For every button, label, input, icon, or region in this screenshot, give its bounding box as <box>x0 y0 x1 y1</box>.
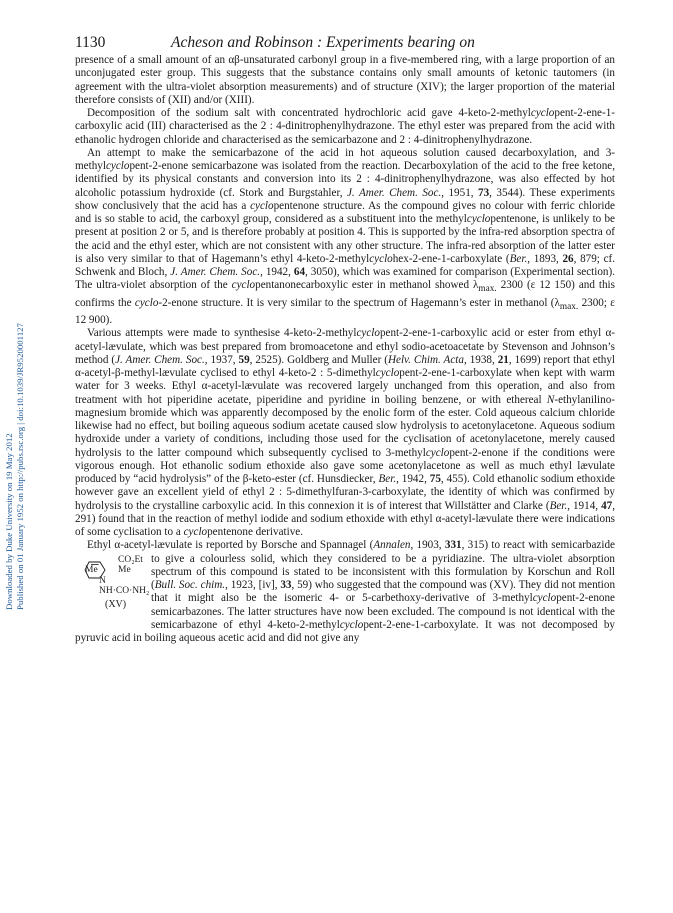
journal-page <box>75 34 615 645</box>
page-number: 1130 <box>75 34 106 51</box>
methyl-label-left: Me <box>85 564 98 575</box>
paragraph: An attempt to make the semicarbazone of the acid in hot aqueous solution caused decarboxylation, and 3-methylcyclopent-2-enone semicarbazone was isolated from the reaction. Decarboxylation of the acid to the free ketone, identified by its physical constants and conversion into its 2 : 4-dinitrophenylhydrazone, was also effected by hot alcoholic potassium hydroxide (cf. Stork and Burgstahler, J. Amer. Chem. Soc., 1951, 73, 3544). These experiments show conclusively that the acid has a cyclopentenone structure. As the compound gives no colour with ferric chloride and is so stable to acid, the carboxyl group, considered as a substituent into the methylcyclopentenone, is unlikely to be present at position 2 or 5, and is therefore probably at position 4. This is supported by the infra-red absorption spectra of the acid and the ethyl ester, which are not consistent with any other structure. The infra-red absorption of the latter ester is also very similar to that of Hagemann’s ethyl 4-keto-2-methylcyclohex-2-ene-1-carboxylate (Ber., 1893, 26, 879; cf. Schwenk and Bloch, J. Amer. Chem. Soc., 1942, 64, 3050), which was examined for comparison (Experimental section). The ultra-violet absorption of the cyclopentanonecarboxylic ester in methanol showed $\lambda_{max.}$ 2300 (ε 12 150) and this confirms the cyclo-2-enone structure. It is very similar to the spectrum of Hagemann’s ester in methanol ($\lambda_{max.}$ 2300; ε 12 900). <box>75 146 616 327</box>
semicarbazide-label: NH·CO·NH₂ <box>99 585 150 596</box>
publication-notice: Published on 01 January 1952 on http://pubs.rsc.org | doi:10.1039/JR9520001127 <box>15 323 25 610</box>
paragraph: Ethyl α-acetyl-lævulate is reported by Borsche and Spannagel (Annalen, 1903, 331, 315) to react with semicarbazide to give a colourless solid, which they considered to be a CO₂Et Me Me N NH·CO·NH₂ (XV) pyridiazine. The ultra-violet absorption spectrum of this compound is stated to be inconsistent with this formulation by Korschun and Roll (Bull. Soc. chim., 1923, [iv], 33, 59) who suggested that the compound was (XV). They did not mention that it might also be the isomeric 4- or 5-carbethoxy-derivative of 3-methylcyclopent-2-enone semicarbazones. The latter structures have now been excluded. The compound is not identical with the semicarbazone of ethyl 4-keto-2-methylcyclopent-2-ene-1-carboxylate. It was not decomposed by pyruvic acid in boiling aqueous acetic acid and did not give any <box>75 539 616 645</box>
page-header <box>75 34 615 54</box>
structure-xv-figure <box>73 554 150 621</box>
download-watermark <box>0 180 26 610</box>
paragraph: presence of a small amount of an αβ-unsaturated carbonyl group in a five-membered ring, with a large proportion of an unconjugated ester group. This suggests that the substance contains only small amounts of ketonic tautomers (in agreement with the ultra-violet absorption measurements) and of structure (XIV); the larger proportion of the material therefore consists of (XII) and/or (XIII). <box>75 54 615 106</box>
nitrogen-label: N <box>99 575 106 586</box>
structure-number: (XV) <box>105 598 127 610</box>
download-notice: Downloaded by Duke University on 19 May 2012 <box>4 433 14 610</box>
methyl-label-right: Me <box>118 564 131 575</box>
paragraph: Decomposition of the sodium salt with concentrated hydrochloric acid gave 4-keto-2-methylcyclopent-2-ene-1-carboxylic acid (III) characterised as the 2 : 4-dinitrophenylhydrazone. The ethyl ester was prepared from the acid with ethanolic hydrogen chloride and characterised as the semicarbazone and 2 : 4-dinitrophenylhydrazone. <box>75 107 615 146</box>
running-title: Acheson and Robinson : Experiments bearing on <box>171 34 475 51</box>
body-text <box>75 54 615 645</box>
paragraph: Various attempts were made to synthesise 4-keto-2-methylcyclopent-2-ene-1-carboxylic acid or ester from ethyl α-acetyl-lævulate, which was best prepared from bromoacetone and ethyl sodio-acetoacetate by Stevenson and Johnson’s method (J. Amer. Chem. Soc., 1937, 59, 2525). Goldberg and Muller (Helv. Chim. Acta, 1938, 21, 1699) report that ethyl α-acetyl-β-methyl-lævulate cyclised to ethyl 4-keto-2 : 5-dimethylcyclopent-2-ene-1-carboxylate when kept with warm water for 3 weeks. Ethyl α-acetyl-lævulate was recovered largely unchanged from this operation, and also from treatment with hot piperidine acetate, piperidine and pyridine in boiling benzene, or with ethereal N-ethylanilino-magnesium bromide which was apparently decomposed by the enolic form of the ester. Cold aqueous calcium chloride likewise had no effect, but boiling aqueous sodium acetate caused slow hydrolysis to acetonylacetone. Aqueous sodium hydroxide under a variety of conditions, including those used for the cyclisation of acetonylacetone, merely caused hydrolysis to the latter compound which subsequently cyclised to 3-methylcyclopent-2-enone if the conditions were vigorous enough. Hot ethanolic sodium ethoxide also gave some acetonylacetone as well as much ethyl lævulate produced by “acid hydrolysis” of the β-keto-ester (cf. Hunsdiecker, Ber., 1942, 75, 455). Cold ethanolic sodium ethoxide however gave an excellent yield of ethyl 2 : 5-dimethylfuran-3-carboxylate, the identity of which was confirmed by hydrolysis to the crystalline carboxylic acid. In this connexion it is of interest that Willstätter and Clarke (Ber., 1914, 47, 291) found that in the reaction of methyl iodide and sodium ethoxide with ethyl α-acetyl-lævulate there were indications of some cyclisation to a cyclopentenone derivative. <box>75 327 616 539</box>
co2et-label: CO₂Et <box>118 554 143 565</box>
